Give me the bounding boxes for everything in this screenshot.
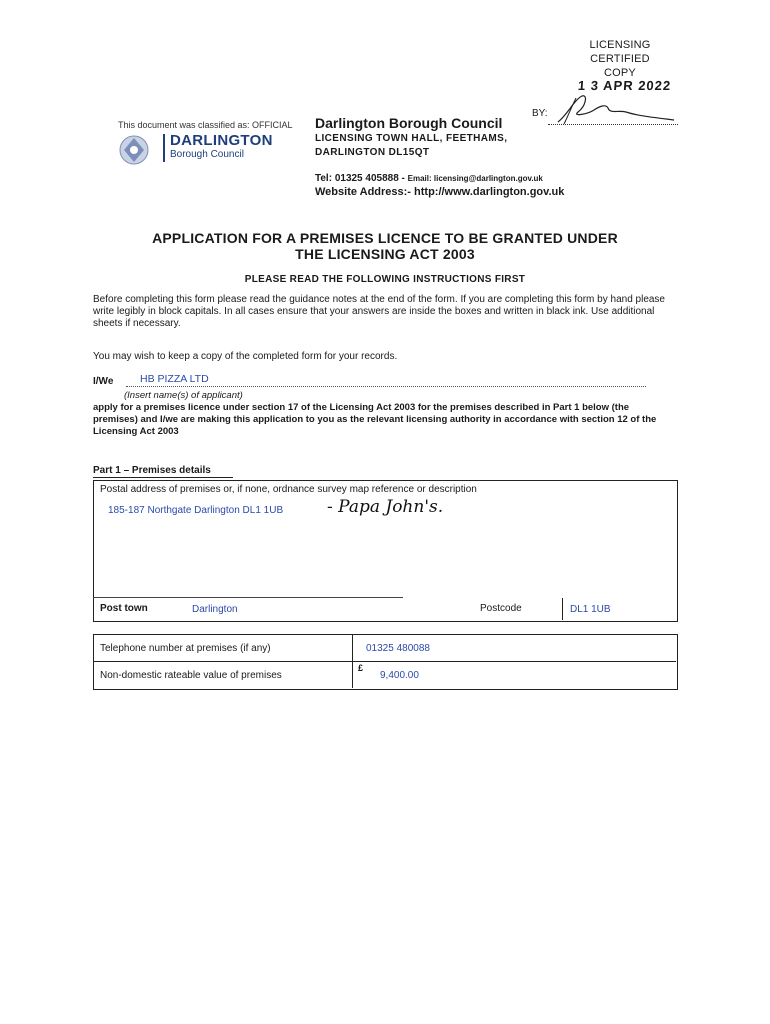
- stamp-by-label: BY:: [532, 108, 548, 119]
- council-crest-icon: [112, 132, 160, 168]
- rateable-value-label: Non-domestic rateable value of premises: [100, 670, 282, 681]
- part1-heading: Part 1 – Premises details: [93, 465, 211, 476]
- part1-heading-underline: [93, 477, 233, 478]
- logo-wordmark: DARLINGTON: [170, 132, 273, 149]
- stamp-line-1: LICENSING: [589, 39, 651, 51]
- signature-icon: [548, 92, 678, 128]
- logo-subtitle: Borough Council: [170, 149, 244, 160]
- telephone-label: Telephone number at premises (if any): [100, 643, 271, 654]
- council-contact: [315, 173, 543, 184]
- logo-divider: [163, 134, 165, 162]
- applicant-label: I/We: [93, 376, 114, 387]
- council-address-line-1: LICENSING TOWN HALL, FEETHAMS,: [315, 133, 508, 144]
- council-website[interactable]: Website Address:- http://www.darlington.gov.uk: [315, 186, 565, 198]
- pound-sign: £: [358, 663, 364, 673]
- instructions-paragraph: Before completing this form please read the guidance notes at the end of the form. If you are completing this form by hand please write legibly in block capitals. In all cases ensure that your answers are inside the boxes and written in black ink. Use additional sheets if necessary.: [93, 294, 665, 329]
- form-title-line-1: APPLICATION FOR A PREMISES LICENCE TO BE GRANTED UNDER: [152, 230, 618, 246]
- post-town-label: Post town: [100, 603, 148, 614]
- stamp-date: 1 3 APR 2022: [577, 78, 672, 93]
- address-divider: [93, 597, 403, 598]
- handwritten-annotation: - Papa John's.: [327, 497, 444, 517]
- postcode-label: Postcode: [480, 603, 522, 614]
- applicant-hint: (Insert name(s) of applicant): [124, 390, 243, 401]
- rateable-value-field[interactable]: 9,400.00: [380, 670, 419, 681]
- premises-address-field[interactable]: 185-187 Northgate Darlington DL1 1UB: [108, 505, 284, 516]
- applicant-field-line: [126, 386, 646, 387]
- postcode-field[interactable]: DL1 1UB: [570, 604, 611, 615]
- classification-note: This document was classified as: OFFICIAL: [118, 120, 293, 130]
- telephone-field[interactable]: 01325 480088: [366, 643, 430, 654]
- applicant-name-field[interactable]: HB PIZZA LTD: [140, 373, 209, 385]
- council-telephone: Tel: 01325 405888 -: [315, 173, 408, 184]
- council-email[interactable]: Email: licensing@darlington.gov.uk: [407, 174, 543, 183]
- post-town-field[interactable]: Darlington: [192, 604, 238, 615]
- table-column-divider: [352, 634, 353, 688]
- table-row-divider: [93, 661, 676, 662]
- premises-address-label: Postal address of premises or, if none, ordnance survey map reference or description: [100, 484, 477, 495]
- council-address-line-2: DARLINGTON DL15QT: [315, 147, 430, 158]
- instructions-heading: PLEASE READ THE FOLLOWING INSTRUCTIONS FIRST: [244, 274, 526, 285]
- records-note: You may wish to keep a copy of the completed form for your records.: [93, 351, 398, 362]
- application-statement: apply for a premises licence under section 17 of the Licensing Act 2003 for the premises described in Part 1 below (the premises) and I/we are making this application to you as the relevant licensing authority in accordance with section 12 of the Licensing Act 2003: [93, 402, 657, 437]
- form-title-line-2: THE LICENSING ACT 2003: [295, 246, 475, 262]
- stamp-line-2: CERTIFIED COPY: [590, 53, 650, 79]
- certified-copy-stamp: [575, 38, 665, 80]
- council-name: Darlington Borough Council: [315, 115, 503, 131]
